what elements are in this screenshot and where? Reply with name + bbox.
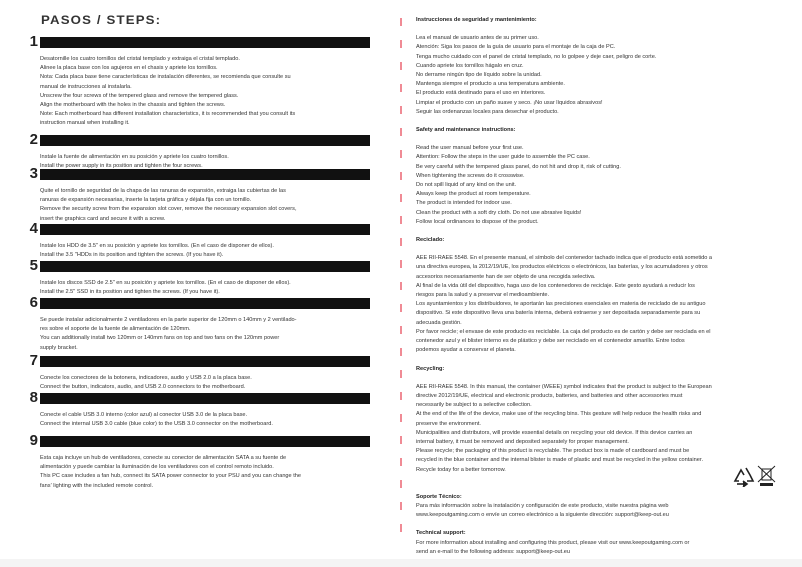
step-7 [26,352,371,392]
section-line: AEE RII-RAEE 5548. En el presente manual, el símbolo del contenedor tachado indica que el producto está sometido a [416,255,713,262]
step-line: Instale la fuente de alimentación en su posición y apriete los cuatro tornillos. [40,154,229,160]
step-number: 3 [29,165,38,182]
step-text [40,236,371,260]
step-line: Quite el tornillo de seguridad de la chapa de las ranuras de expansión, extraiga las cubiertas de las [40,188,286,194]
section-line: Do not spill liquid of any kind on the unit. [416,182,517,189]
step-number: 7 [29,352,38,369]
section-line: When tightening the screws do it crosswise. [416,172,525,179]
section-line: Al final de la vida útil del dispositivo, haga uso de los contenedores de reciclaje. Este gesto ayudará a reducir los [416,282,695,289]
section-line: Always keep the product at room temperature. [416,191,531,198]
section-heading: Recycling: [416,365,445,372]
step-5 [26,257,371,297]
section-line: Atención: Siga los pasos de la guía de usuario para el montaje de la caja de PC. [416,44,616,51]
section-line: send an e-mail to the following address: support@keep-out.eu [416,548,571,555]
step-bar [40,356,370,367]
step-number: 6 [29,294,38,311]
step-number: 9 [29,432,38,449]
section-line: www.keepoutgaming.com o envíe un correo electrónico a la siguiente dirección: support@keep-out.eu [416,512,669,519]
step-bar [40,261,370,272]
section-line: Mantenga siempre el producto a una temperatura ambiente. [416,81,565,88]
step-header [26,131,371,148]
step-text [40,405,371,429]
section-line: dispositivo. Si este dispositivo lleva una batería interna, deberá extraerse y ser depositada separadamente para su [416,310,701,317]
step-number: 4 [29,220,38,237]
step-line: manual de instrucciones al instalarla. [40,83,132,90]
section-line: Los ayuntamientos y los distribuidores, te aportarán las precisiones esenciales en materia de reciclado de su antiguo [416,301,706,308]
step-line: ranuras de expansión necesarias, inserte la tarjeta gráfica y déjala fija con un tornillo. [40,197,252,204]
section-line: contenedor azul y el blister interno es de plástico y debe ser reciclado en el contenedor amarillo. Entre todos [416,338,685,345]
step-text [40,147,371,171]
recycle-icon [735,468,753,487]
step-line: Conecte el cable USB 3.0 interno (color azul) al conector USB 3.0 de la placa base. [40,412,248,418]
step-header [26,352,371,369]
section-line: Please recycle; the packaging of this product is recyclable. The product box is made of cardboard and must be [416,448,690,455]
section-line: Limpiar el producto con un paño suave y seco. ¡No usar líquidos abrasivos! [416,99,603,106]
step-line: You can additionally install two 120mm or 140mm fans on top and two fans on the 120mm power [40,335,280,342]
step-line: This PC case includes a fan hub, connect its SATA power connector to your PSU and you can change the [40,473,301,480]
step-bar [40,436,370,447]
step-header [26,432,371,449]
step-text [40,448,371,491]
step-1 [26,33,371,129]
section-line: For more information about installing and configuring this product, please visit our www.keepoutgaming.com or [416,539,690,546]
section-heading: Reciclado: [416,237,445,244]
step-number: 2 [29,131,38,148]
step-text [40,310,371,353]
section-line: directive 2012/19/UE, electrical and electronic products, batteries, and batteries and other accessories must [416,392,683,399]
step-line: Se puede instalar adicionalmente 2 ventiladores en la parte superior de 120mm o 140mm y 2 ventilado- [40,317,297,323]
step-header [26,294,371,311]
step-text [40,273,371,297]
step-bar [40,393,370,404]
weee-crossed-bin-icon [758,466,775,486]
section-line: Read the user manual before your first use. [416,145,524,152]
step-line: Align the motherboard with the holes in the chassis and tighten the screws. [40,102,226,109]
step-line: Esta caja incluye un hub de ventiladores, conecte su conector de alimentación SATA a su fuente de [40,455,287,461]
section-line: Lea el manual de usuario antes de su primer uso. [416,35,539,42]
step-line: instruction manual when installing it. [40,120,130,127]
section-line: Tenga mucho cuidado con el panel de cristal templado, no lo golpee y deje caer, peligro de corte. [416,53,657,60]
step-8 [26,389,371,429]
section-line: Be very careful with the tempered glass panel, do not hit and drop it, risk of cutting. [416,163,621,170]
section-line: accesorios necesariamente han de ser objeto de una recogida selectiva. [416,273,596,280]
section-line: recycled in the blue container and the internal blister is made of plastic and must be recycled in the yellow container. [416,457,703,464]
step-line: res sobre el soporte de la fuente de alimentación de 120mm. [40,326,191,333]
steps-title: PASOS / STEPS: [41,15,162,27]
step-text [40,49,371,129]
step-header [26,389,371,406]
step-number: 1 [29,33,38,50]
section-line: The product is intended for indoor use. [416,200,512,207]
step-line: Note: Each motherboard has different installation characteristics, it is recommended that you consult its [40,111,296,118]
step-line: insert the graphics card and secure it with a screw. [40,215,166,222]
section-heading: Safety and maintenance instructions: [416,127,516,134]
step-line: Connect the button, indicators, audio, and USB 2.0 connectors to the motherboard. [40,384,246,391]
dashed-divider [400,18,402,537]
step-4 [26,220,371,260]
step-line: Instale los HDD de 3.5" en su posición y apriete los tornillos. (En el caso de disponer de ellos). [40,243,274,249]
section-line: Por favor recicle; el envase de este producto es reciclable. La caja del producto es de cartón y debe ser reciclada en el [416,328,711,335]
section-line: Follow local ordinances to dispose of the product. [416,218,539,225]
step-text [40,181,371,224]
section-line: podemos ayudar a conservar el planeta. [416,347,516,354]
section-heading: Soporte Técnico: [416,493,462,500]
step-line: Install the 2.5" SSD in its position and tighten the screws. (If you have it). [40,289,220,296]
step-bar [40,169,370,180]
section-line: Municipalities and distributors, will provide essential details on recycling your old device. If this device carries an [416,429,693,436]
step-line: Remove the security screw from the expansion slot cover, remove the necessary expansion slot covers, [40,206,297,213]
step-line: alimentación y puede cambiar la iluminación de los ventiladores con el control remoto incluido. [40,464,274,471]
step-line: Unscrew the four screws of the tempered glass and remove the tempered glass. [40,92,239,99]
section-line: una directiva europea, la 2012/19/UE, los productos eléctricos o electrónicos, las baterías, y los acumuladores y otros [416,264,708,271]
step-number: 8 [29,389,38,406]
step-9 [26,432,371,491]
section-line: No derrame ningún tipo de líquido sobre la unidad. [416,72,542,79]
step-bar [40,298,370,309]
section-line: At the end of the life of the device, make use of the recycling bins. This gesture will help reduce the health risks and [416,411,702,418]
section-heading: Technical support: [416,530,466,537]
step-line: Desatornille los cuatro tornillos del cristal templado y extraiga el cristal templado. [40,56,240,62]
section-line: preserve the environment. [416,420,481,427]
section-line: Para más información sobre la instalación y configuración de este producto, visite nuestra página web [416,502,669,509]
step-bar [40,224,370,235]
section-line: El producto está destinado para el uso en interiores. [416,90,546,97]
step-header [26,257,371,274]
step-line: Conecte los conectores de la botonera, indicadores, audio y USB 2.0 a la placa base. [40,375,252,381]
section-line: Clean the product with a soft dry cloth. Do not use abrasive liquids! [416,209,582,216]
step-line: Install the power supply in its position and tighten the four screws. [40,163,203,170]
step-line: fans' lighting with the included remote control. [40,482,154,489]
section-line: riesgos para la salud y a preservar el medioambiente. [416,292,550,299]
step-line: Connect the internal USB 3.0 cable (blue color) to the USB 3.0 connector on the motherboard. [40,421,273,428]
step-text [40,368,371,392]
section-line: Seguir las ordenanzas locales para desechar el producto. [416,108,559,115]
step-line: Alinee la placa base con los agujeros en el chasis y apriete los tornillos. [40,65,218,72]
section-line: Cuando apriete los tornillos hágalo en cruz. [416,62,524,69]
section-line: Attention: Follow the steps in the user guide to assemble the PC case. [416,154,590,161]
step-6 [26,294,371,353]
section-line: adecuada gestión. [416,319,462,326]
step-bar [40,135,370,146]
step-header [26,33,371,50]
step-line: Instale los discos SSD de 2.5" en su posición y apriete los tornillos. (En el caso de disponer de ellos). [40,280,291,286]
recycling-symbols [733,465,781,487]
step-line: Nota: Cada placa base tiene características de instalación diferentes, se recomienda que consulte su [40,74,291,81]
section-line: internal battery, it must be removed and deposited separately for proper management. [416,438,629,445]
step-number: 5 [29,257,38,274]
step-2 [26,131,371,171]
section-line: Recycle today for a better tomorrow. [416,466,506,473]
section-line: necessarily be subject to a selective collection. [416,402,532,409]
step-header [26,220,371,237]
section-line: AEE RII-RAEE 5548. In this manual, the container (WEEE) symbol indicates that the product is subject to the European [416,383,712,390]
section-heading: Instrucciones de seguridad y mantenimiento: [416,17,537,23]
step-bar [40,37,370,48]
step-line: supply bracket. [40,344,78,351]
step-line: Install the 3.5 "HDDs in its position and tighten the screws. (If you have it). [40,252,224,259]
